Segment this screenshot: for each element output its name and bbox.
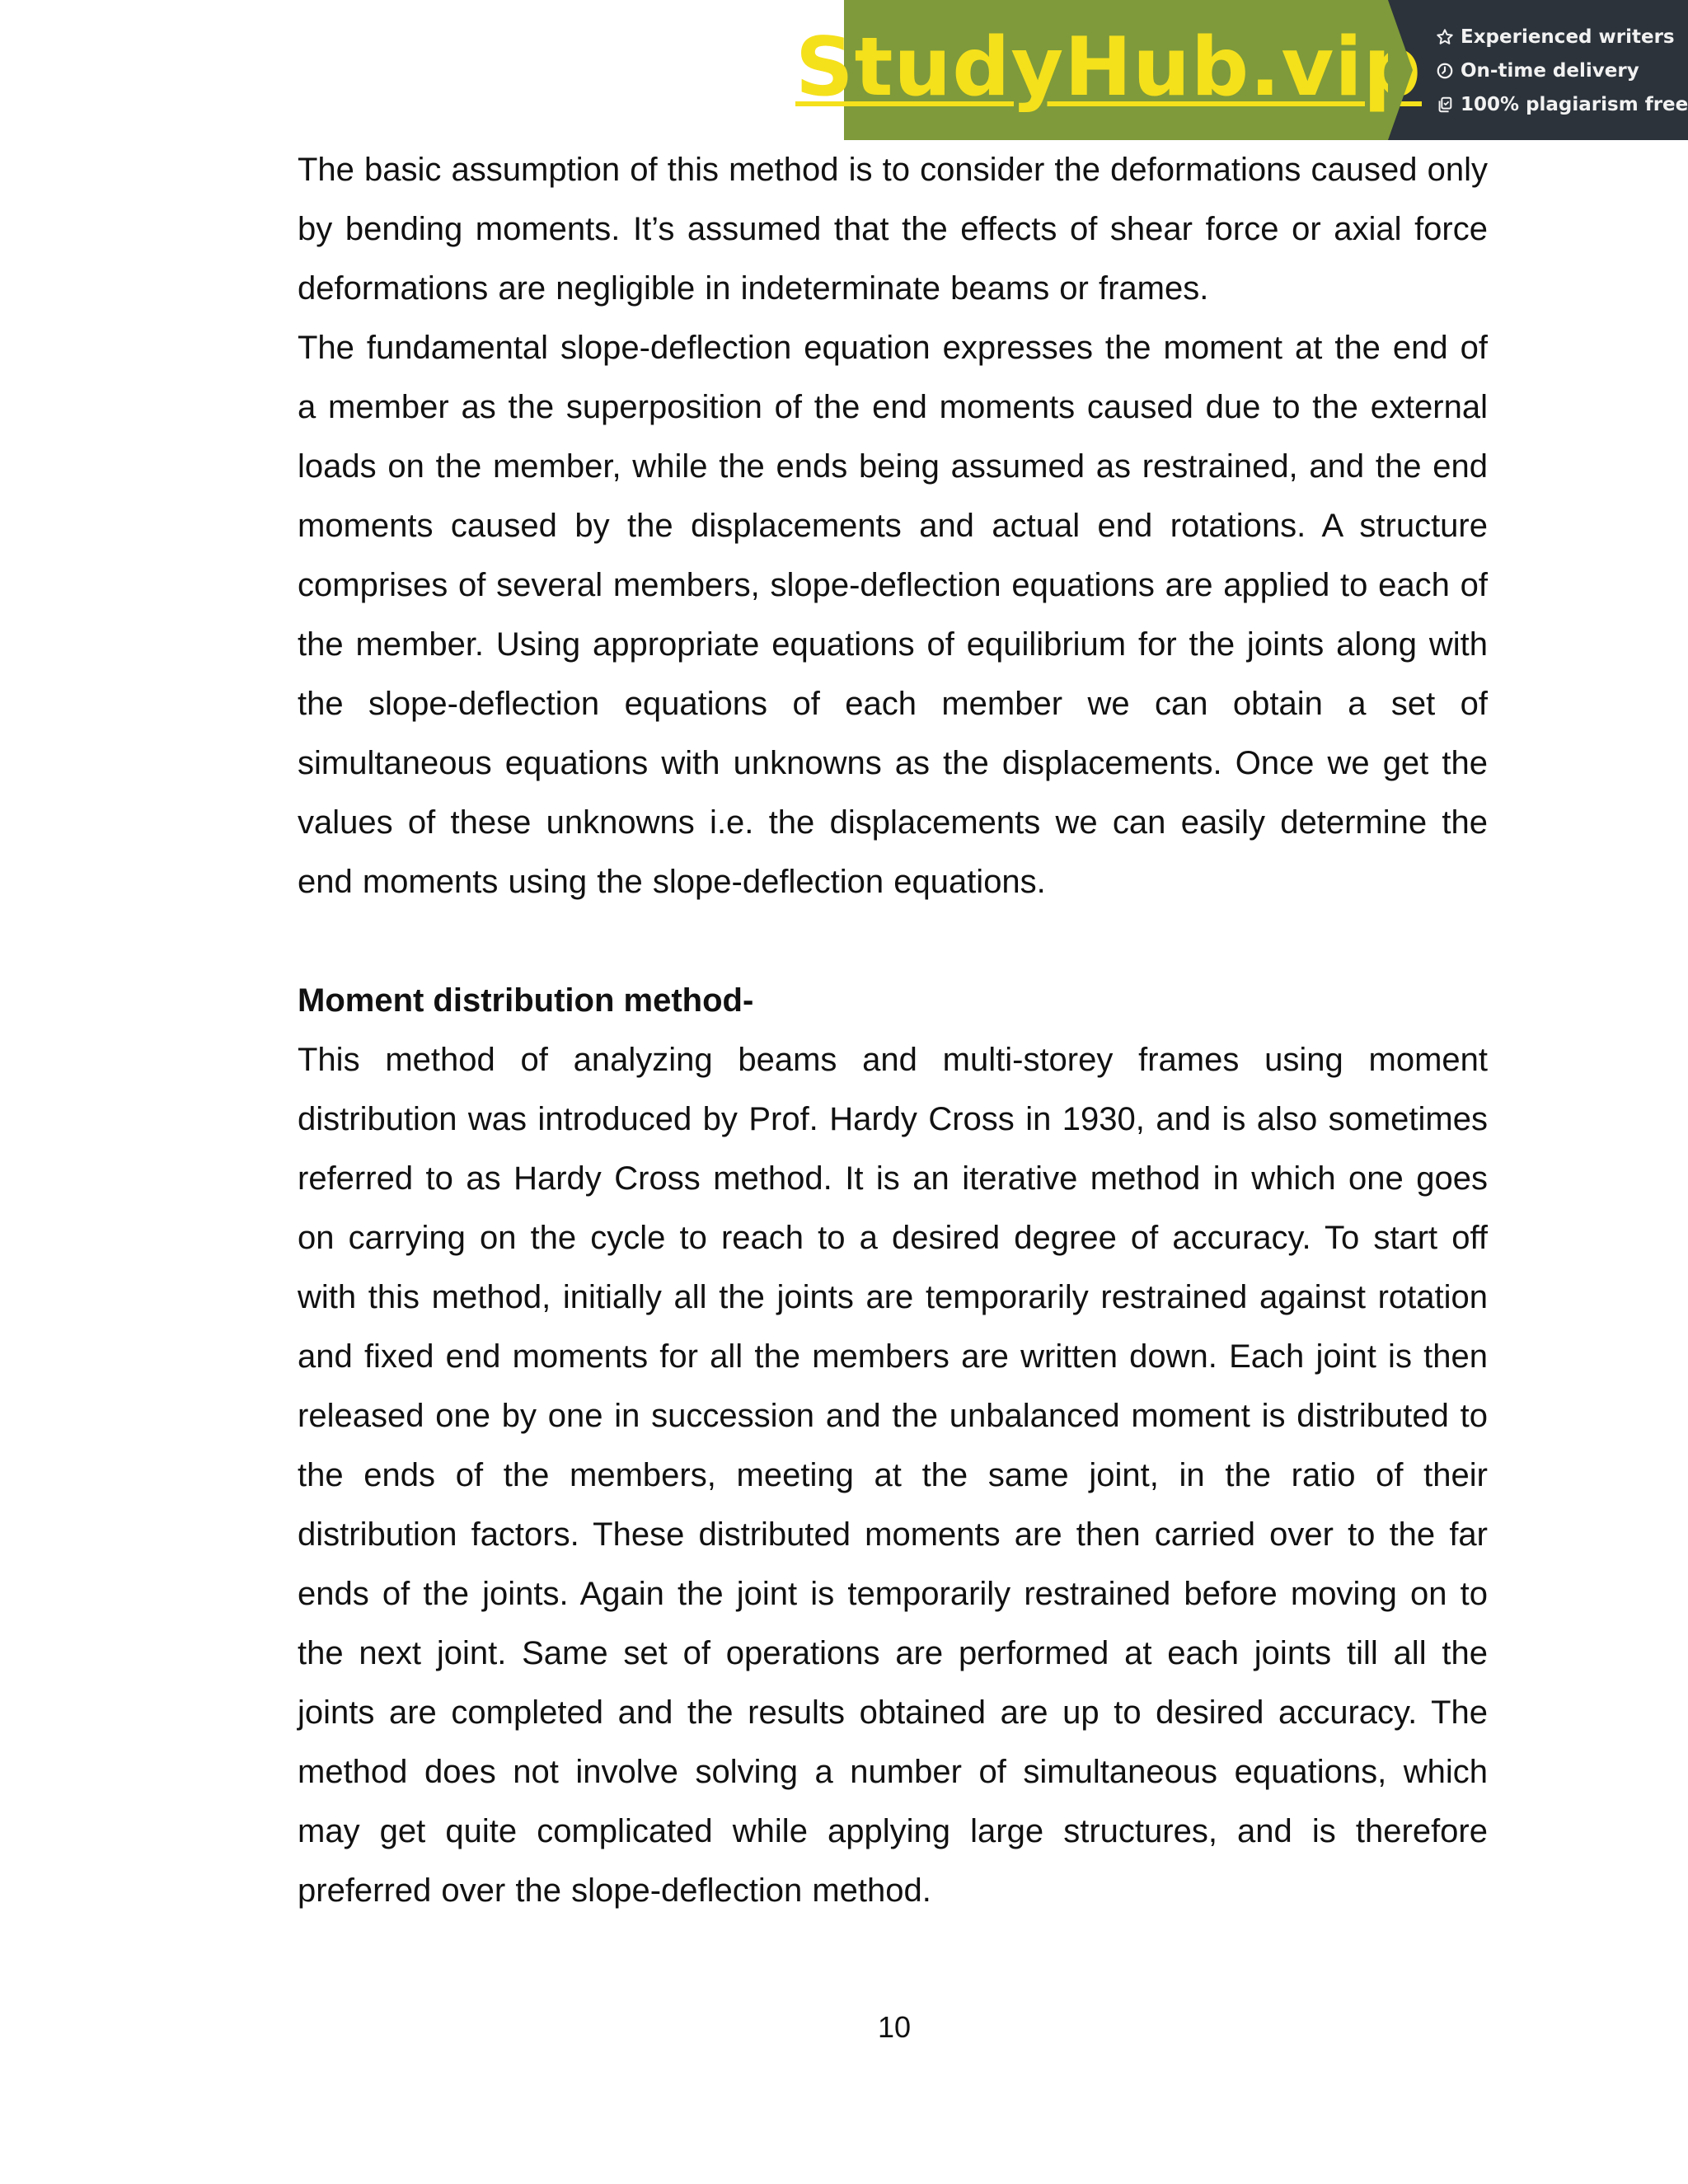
feature-label: Experienced writers — [1461, 26, 1675, 48]
star-icon — [1434, 26, 1456, 48]
feature-plagiarism-free — [1434, 87, 1688, 121]
page-number: 10 — [877, 2010, 912, 2044]
feature-on-time-delivery — [1434, 54, 1688, 87]
paragraph-basic-assumption: The basic assumption of this method is to consider the deformations caused only by bending moments. It’s assumed that the effects of shear force or axial force deformations are negligible in indeterminate beams or frames. — [298, 152, 1488, 307]
document-body — [298, 140, 1488, 1920]
studyhub-banner[interactable] — [795, 0, 1688, 140]
banner-features — [1388, 0, 1688, 140]
feature-experienced-writers — [1434, 20, 1688, 54]
feature-label: On-time delivery — [1461, 59, 1639, 82]
banner-arrow-shape — [1388, 0, 1413, 140]
studyhub-logo[interactable] — [795, 0, 1423, 140]
copy-icon — [1434, 94, 1456, 115]
clock-icon — [1434, 60, 1456, 82]
logo-text: StudyHub.vip — [795, 21, 1423, 115]
paragraph-moment-distribution: This method of analyzing beams and multi-storey frames using moment distribution was introduced by Prof. Hardy Cross in 1930, and is also sometimes referred to as Hardy Cross method. It is an iterative method in which one goes on carrying on the cycle to reach to a desired degree of accuracy. To start off with this method, initially all the joints are temporarily restrained against rotation and fixed end moments for all the members are written down. Each joint is then released one by one in succession and the unbalanced moment is distributed to the ends of the members, meeting at the same joint, in the ratio of their distribution factors. These distributed moments are then carried over to the far ends of the joints. Again the joint is temporarily restrained before moving on to the next joint. Same set of operations are performed at each joints till all the joints are completed and the results obtained are up to desired accuracy. The method does not involve solving a number of simultaneous equations, which may get quite complicated while applying large structures, and is therefore preferred over the slope-deflection method. — [298, 1042, 1488, 1909]
section-heading: Moment distribution method- — [298, 982, 754, 1019]
feature-label: 100% plagiarism free — [1461, 93, 1688, 115]
paragraph-slope-deflection: The fundamental slope-deflection equation expresses the moment at the end of a member as the superposition of the end moments caused due to the external loads on the member, while the ends being assumed as restrained, and the end moments caused by the displacements and actual end rotations. A structure comprises of several members, slope-deflection equations are applied to each of the member. Using appropriate equations of equilibrium for the joints along with the slope-deflection equations of each member we can obtain a set of simultaneous equations with unknowns as the displacements. Once we get the values of these unknowns i.e. the displacements we can easily determine the end moments using the slope-deflection equations. — [298, 330, 1488, 900]
